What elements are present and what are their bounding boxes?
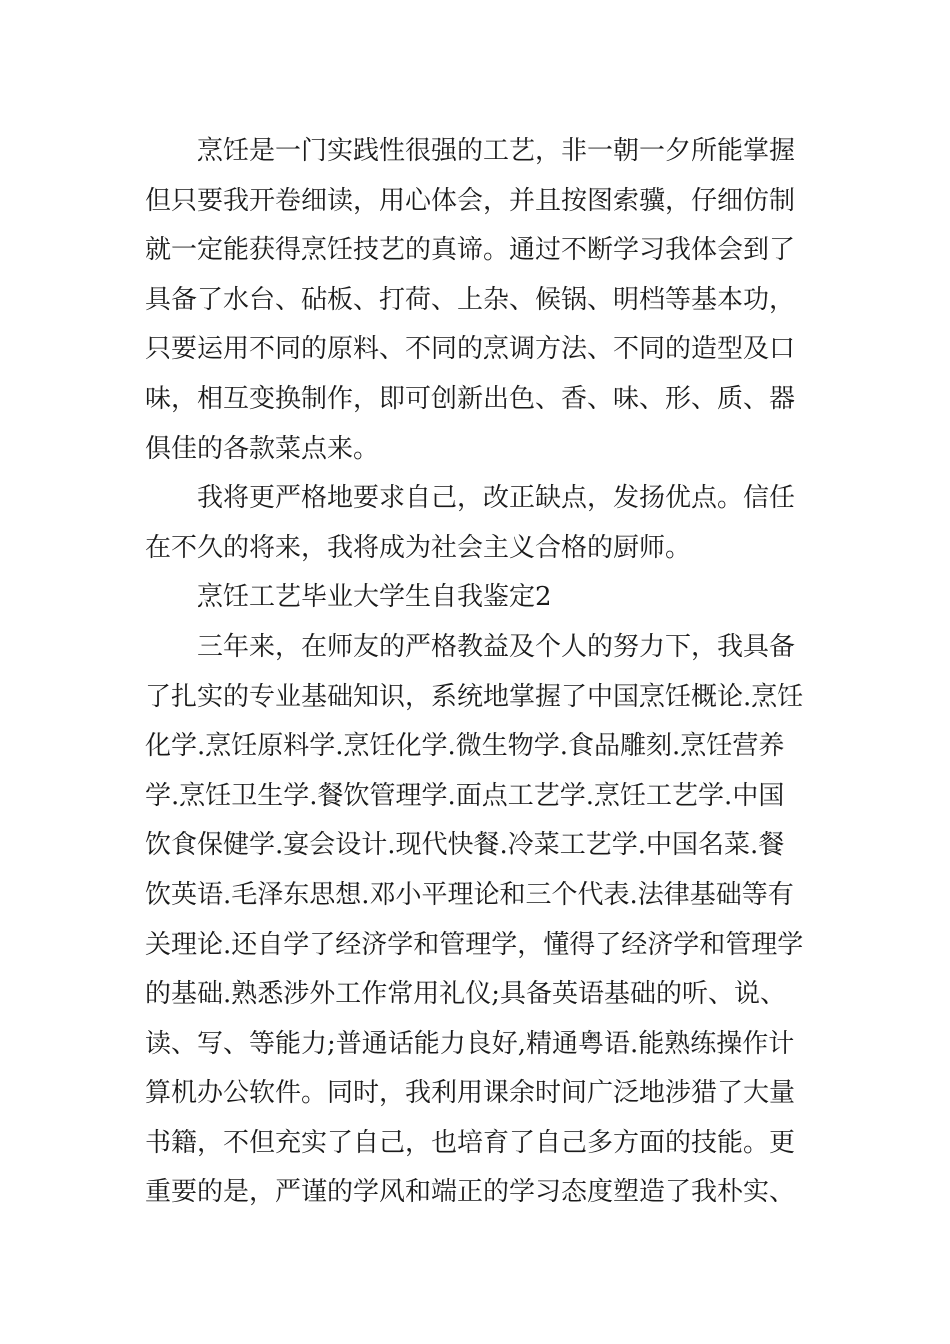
text-line: 俱佳的各款菜点来。 xyxy=(145,433,380,464)
text-line: 但只要我开卷细读，用心体会，并且按图索骥，仔细仿制 xyxy=(145,185,796,216)
text-line: 关理论.还自学了经济学和管理学，懂得了经济学和管理学 xyxy=(145,929,804,960)
text-line: 只要运用不同的原料、不同的烹调方法、不同的造型及口 xyxy=(145,334,796,365)
heading-line: 烹饪工艺毕业大学生自我鉴定2 xyxy=(197,582,552,613)
text-line: 重要的是，严谨的学风和端正的学习态度塑造了我朴实、 xyxy=(145,1177,796,1208)
paragraph-2 xyxy=(145,474,810,573)
text-line: 了扎实的专业基础知识，系统地掌握了中国烹饪概论.烹饪 xyxy=(145,681,804,712)
text-line: 我将更严格地要求自己，改正缺点，发扬优点。信任 xyxy=(197,483,796,514)
section-heading xyxy=(145,573,810,623)
text-line: 算机办公软件。同时，我利用课余时间广泛地涉猎了大量 xyxy=(145,1078,796,1109)
text-line: 烹饪是一门实践性很强的工艺，非一朝一夕所能掌握 xyxy=(197,136,796,166)
text-line: 饮食保健学.宴会设计.现代快餐.冷菜工艺学.中国名菜.餐 xyxy=(145,830,785,861)
paragraph-1 xyxy=(145,127,810,474)
text-line: 化学.烹饪原料学.烹饪化学.微生物学.食品雕刻.烹饪营养 xyxy=(145,731,785,762)
text-line: 书籍，不但充实了自己，也培育了自己多方面的技能。更 xyxy=(145,1127,796,1158)
text-line: 学.烹饪卫生学.餐饮管理学.面点工艺学.烹饪工艺学.中国 xyxy=(145,780,785,811)
text-line: 味，相互变换制作，即可创新出色、香、味、形、质、器 xyxy=(145,383,796,414)
text-line: 在不久的将来，我将成为社会主义合格的厨师。 xyxy=(145,532,692,563)
text-line: 具备了水台、砧板、打荷、上杂、候锅、明档等基本功， xyxy=(145,284,796,315)
text-line: 读、写、等能力;普通话能力良好,精通粤语.能熟练操作计 xyxy=(145,1028,795,1059)
text-line: 三年来，在师友的严格教益及个人的努力下，我具备 xyxy=(197,631,796,662)
text-line: 的基础.熟悉涉外工作常用礼仪;具备英语基础的听、说、 xyxy=(145,979,787,1010)
document-body xyxy=(145,127,810,1218)
paragraph-3 xyxy=(145,623,810,1218)
text-line: 饮英语.毛泽东思想.邓小平理论和三个代表.法律基础等有 xyxy=(145,879,794,910)
text-line: 就一定能获得烹饪技艺的真谛。通过不断学习我体会到了 xyxy=(145,235,796,266)
